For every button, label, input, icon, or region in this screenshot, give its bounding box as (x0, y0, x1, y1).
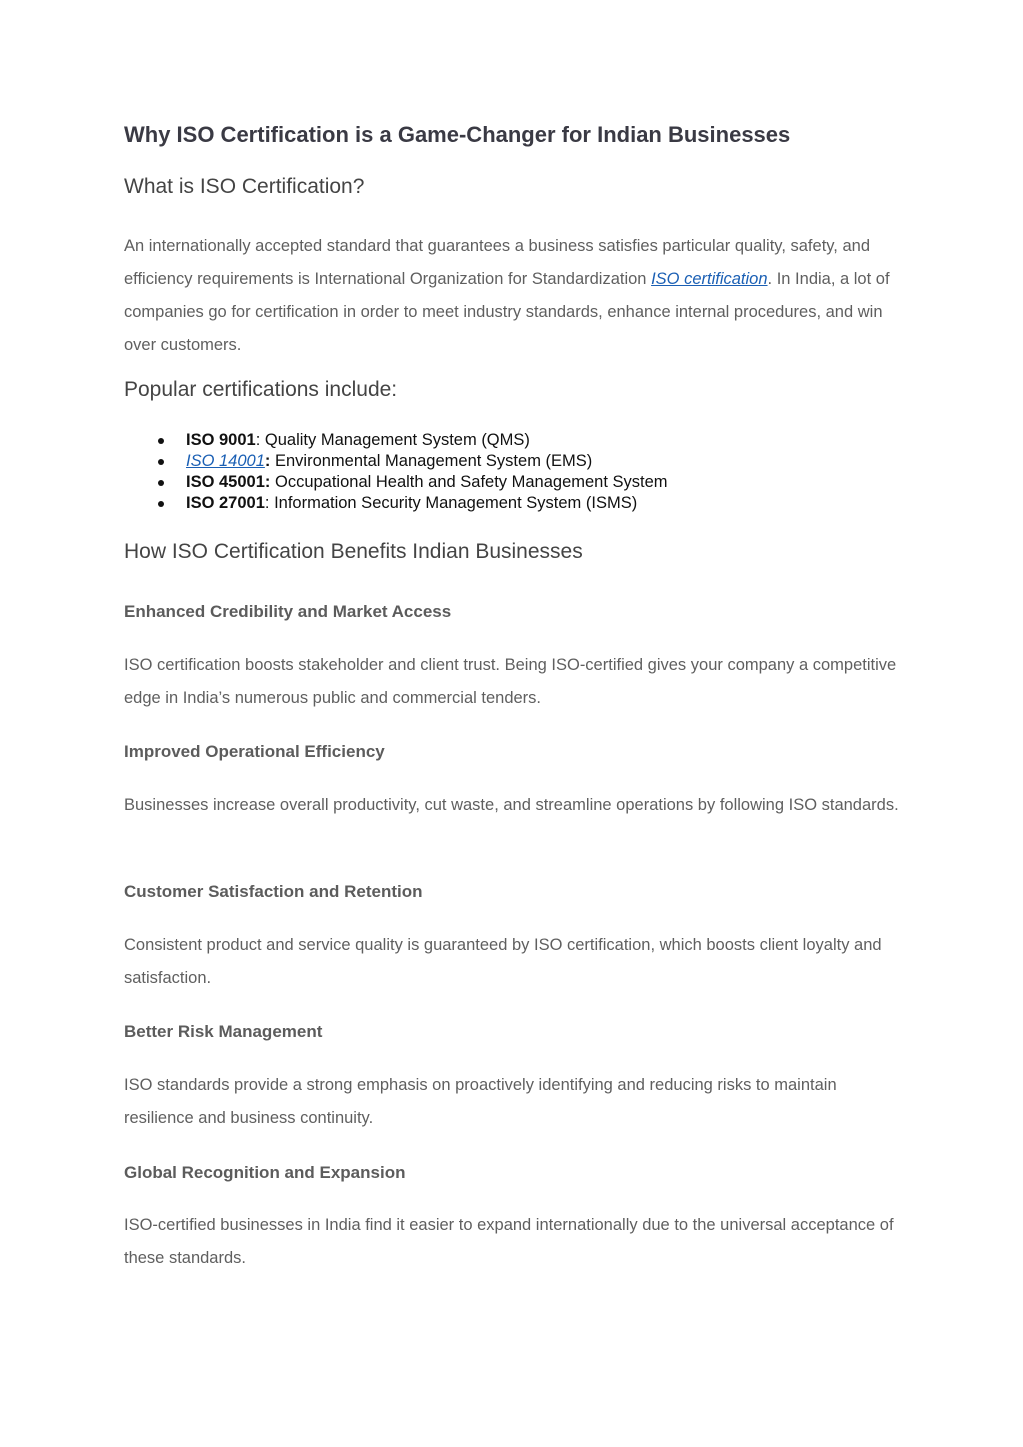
section-title-risk: Better Risk Management (124, 1022, 323, 1041)
what-is-paragraph (124, 230, 899, 362)
cert-code: ISO 27001 (186, 494, 265, 512)
section-text-satisfaction: Consistent product and service quality is guaranteed by ISO certification, which boosts client loyalty and satisfaction. (124, 936, 882, 987)
section-title-satisfaction: Customer Satisfaction and Retention (124, 882, 423, 901)
section-text-credibility: ISO certification boosts stakeholder and client trust. Being ISO-certified gives your company a competitive edge in India’s numerous public and commercial tenders. (124, 656, 897, 707)
cert-code: ISO 45001: (186, 473, 271, 491)
iso-certification-link[interactable]: ISO certification (651, 270, 768, 288)
bullet-icon (158, 480, 164, 486)
benefits-heading: How ISO Certification Benefits Indian Businesses (124, 540, 583, 563)
cert-separator: : (264, 452, 275, 470)
section-title-global: Global Recognition and Expansion (124, 1163, 406, 1182)
list-item (124, 430, 668, 451)
section-title-efficiency: Improved Operational Efficiency (124, 742, 385, 761)
what-is-text-start: An internationally accepted standard that guarantees a business satisfies particular quality, safety, and efficiency requirements is International Organization for Standardization (124, 237, 870, 288)
bullet-icon (158, 459, 164, 465)
cert-separator: : (264, 494, 275, 512)
cert-separator: : (255, 431, 265, 449)
cert-description: Occupational Health and Safety Management System (274, 473, 668, 491)
section-text-risk: ISO standards provide a strong emphasis on proactively identifying and reducing risks to maintain resilience and business continuity. (124, 1076, 837, 1127)
cert-description: Information Security Management System (ISMS) (274, 494, 638, 512)
section-text-global: ISO-certified businesses in India find it easier to expand internationally due to the universal acceptance of these standards. (124, 1216, 894, 1267)
section-title-credibility: Enhanced Credibility and Market Access (124, 602, 452, 621)
what-is-heading: What is ISO Certification? (124, 175, 365, 198)
cert-code: ISO 9001 (186, 431, 256, 449)
page-title: Why ISO Certification is a Game-Changer for Indian Businesses (124, 122, 791, 147)
list-item (124, 472, 668, 493)
bullet-icon (158, 438, 164, 444)
what-is-text-end: . In India, a lot of companies go for certification in order to meet industry standards, enhance internal procedures, and win over customers. (124, 270, 890, 354)
certification-list (124, 430, 668, 514)
cert-description: Quality Management System (QMS) (264, 431, 530, 449)
bullet-icon (158, 501, 164, 507)
cert-description: Environmental Management System (EMS) (274, 452, 593, 470)
popular-heading: Popular certifications include: (124, 378, 398, 401)
section-text-efficiency: Businesses increase overall productivity, cut waste, and streamline operations by following ISO standards. (124, 796, 899, 814)
list-item (124, 493, 668, 514)
iso-14001-link[interactable]: ISO 14001 (186, 452, 265, 470)
list-item (124, 451, 668, 472)
